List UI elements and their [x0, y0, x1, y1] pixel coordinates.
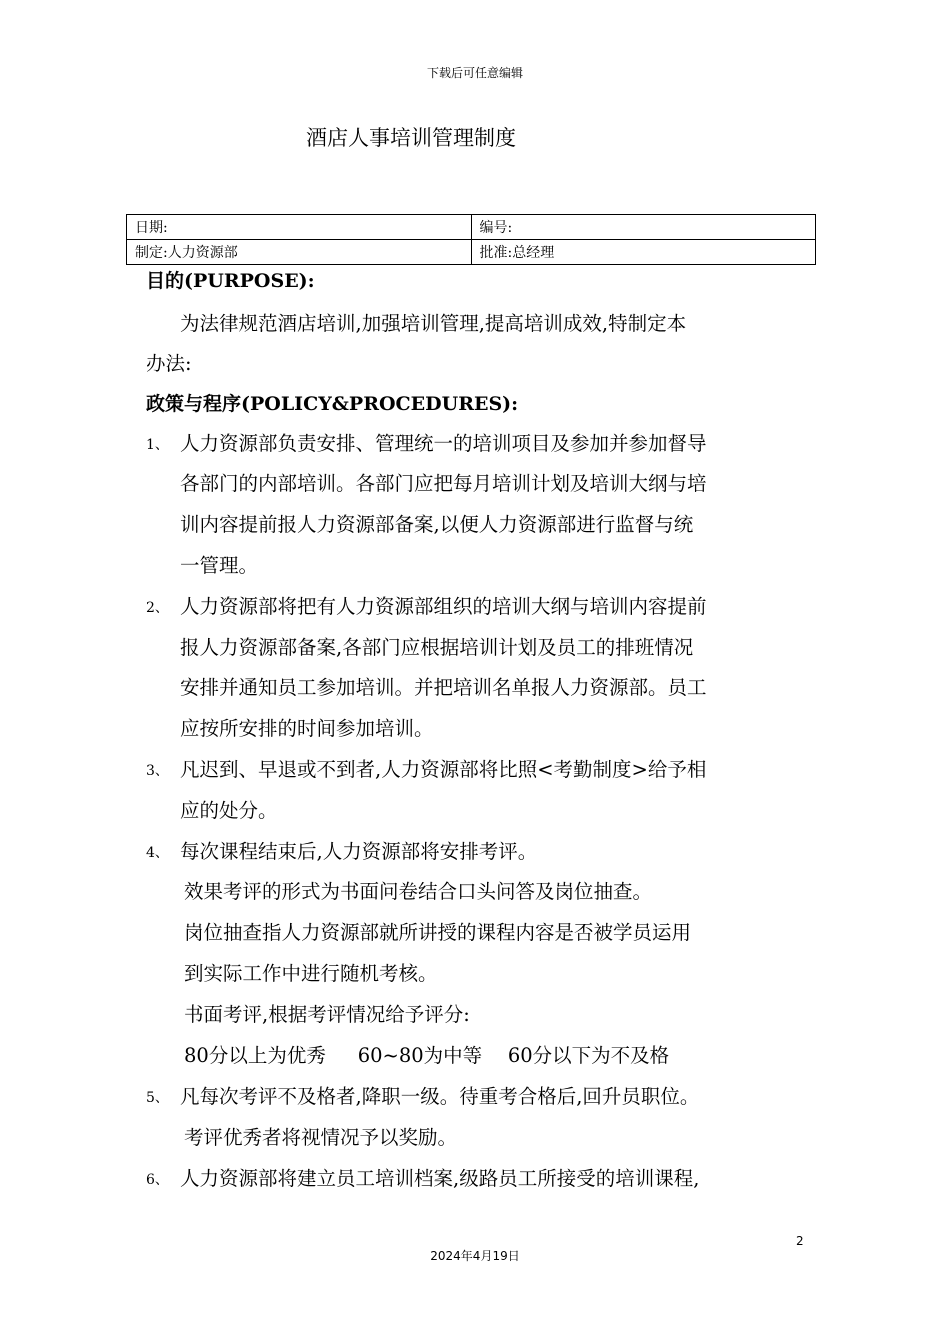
- purpose-line: 办法:: [146, 352, 192, 375]
- date-cell: 日期:: [127, 215, 472, 240]
- grading-line: 80分以上为优秀 60~80为中等 60分以下为不及格: [184, 1044, 670, 1067]
- item-line: 考评优秀者将视情况予以奖励。: [184, 1126, 458, 1149]
- number-cell: 编号:: [471, 215, 816, 240]
- item-number: 1、: [146, 437, 169, 453]
- item-line: 人力资源部将建立员工培训档案,级路员工所接受的培训课程,: [180, 1167, 700, 1190]
- page-footer: 2024年4月19日: [430, 1249, 520, 1263]
- item-line: 应按所安排的时间参加培训。: [180, 717, 434, 740]
- page-header: 下载后可任意编辑: [426, 66, 523, 80]
- item-line: 应的处分。: [180, 799, 278, 822]
- item-line: 岗位抽查指人力资源部就所讲授的课程内容是否被学员运用: [184, 921, 692, 944]
- item-line: 各部门的内部培训。各部门应把每月培训计划及培训大纲与培: [180, 472, 707, 495]
- purpose-heading: 目的(PURPOSE):: [146, 270, 315, 292]
- author-cell: 制定:人力资源部: [127, 240, 472, 265]
- item-line: 每次课程结束后,人力资源部将安排考评。: [180, 840, 538, 863]
- item-line: 书面考评,根据考评情况给予评分:: [184, 1003, 470, 1026]
- item-line: 到实际工作中进行随机考核。: [184, 962, 438, 985]
- item-number: 4、: [146, 845, 169, 861]
- table-row: [127, 240, 816, 265]
- item-line: 人力资源部负责安排、管理统一的培训项目及参加并参加督导: [180, 432, 707, 455]
- item-number: 6、: [146, 1172, 169, 1188]
- item-line: 安排并通知员工参加培训。并把培训名单报人力资源部。员工: [180, 676, 707, 699]
- approval-cell: 批准:总经理: [471, 240, 816, 265]
- item-number: 3、: [146, 763, 169, 779]
- policy-heading: 政策与程序(POLICY&PROCEDURES):: [146, 393, 519, 415]
- info-table: [126, 214, 816, 265]
- item-number: 5、: [146, 1090, 169, 1106]
- purpose-line: 为法律规范酒店培训,加强培训管理,提高培训成效,特制定本: [180, 312, 687, 335]
- document-title: 酒店人事培训管理制度: [306, 126, 516, 150]
- item-line: 训内容提前报人力资源部备案,以便人力资源部进行监督与统: [180, 513, 694, 536]
- page-number: 2: [796, 1234, 804, 1248]
- item-line: 人力资源部将把有人力资源部组织的培训大纲与培训内容提前: [180, 595, 707, 618]
- item-line: 凡每次考评不及格者,降职一级。待重考合格后,回升员职位。: [180, 1085, 700, 1108]
- item-number: 2、: [146, 600, 169, 616]
- item-line: 一管理。: [180, 554, 259, 577]
- item-line: 凡迟到、早退或不到者,人力资源部将比照<考勤制度>给予相: [180, 758, 707, 781]
- item-line: 效果考评的形式为书面问卷结合口头问答及岗位抽查。: [184, 880, 653, 903]
- item-line: 报人力资源部备案,各部门应根据培训计划及员工的排班情况: [180, 636, 694, 659]
- table-row: [127, 215, 816, 240]
